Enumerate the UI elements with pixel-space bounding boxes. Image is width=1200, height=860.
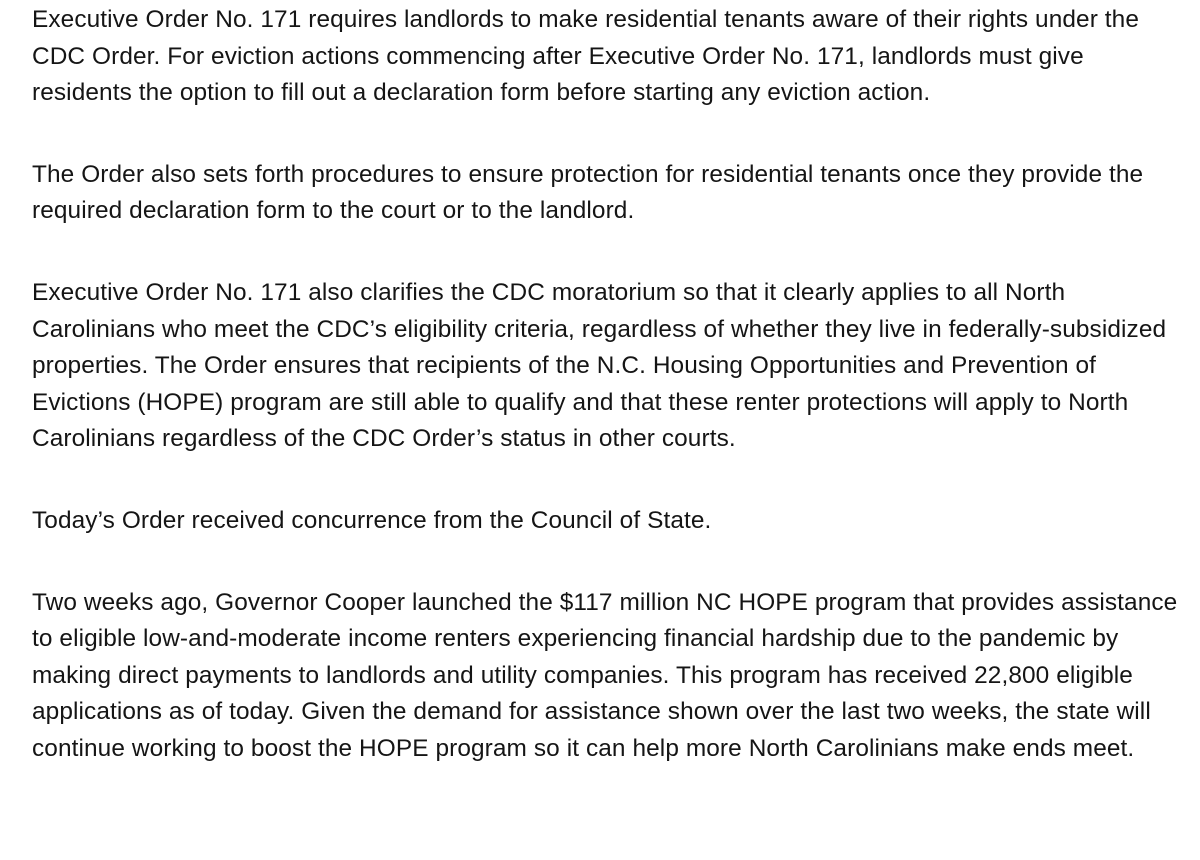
paragraph-hope-program: Two weeks ago, Governor Cooper launched the $117 million NC HOPE program that provides assistance to eligible low-and-moderate income renters experiencing financial hardship due to the pandemic by making direct payments to landlords and utility companies. This program has received 22,800 eligible applications as of today. Given the demand for assistance shown over the last two weeks, the state will continue working to boost the HOPE program so it can help more North Carolinians make ends meet. <box>32 588 1178 762</box>
paragraph-tenant-protections: The Order also sets forth procedures to ensure protection for residential tenants once they provide the required declaration form to the court or to the landlord. <box>32 160 1144 225</box>
paragraph-council-of-state: Today’s Order received concurrence from the Council of State. <box>32 506 712 534</box>
article-body <box>32 2 1180 768</box>
paragraph-cdc-moratorium: Executive Order No. 171 also clarifies the CDC moratorium so that it clearly applies to all North Carolinians who meet the CDC’s eligibility criteria, regardless of whether they live in federally-subsidized properties. The Order ensures that recipients of the N.C. Housing Opportunities and Prevention of Evictions (HOPE) program are still able to qualify and that these renter protections will apply to North Carolinians regardless of the CDC Order’s status in other courts. <box>32 278 1167 453</box>
paragraph-order-171-requirements: Executive Order No. 171 requires landlords to make residential tenants aware of their rights under the CDC Order. For eviction actions commencing after Executive Order No. 171, landlords must give residents the option to fill out a declaration form before starting any eviction action. <box>32 6 1140 107</box>
